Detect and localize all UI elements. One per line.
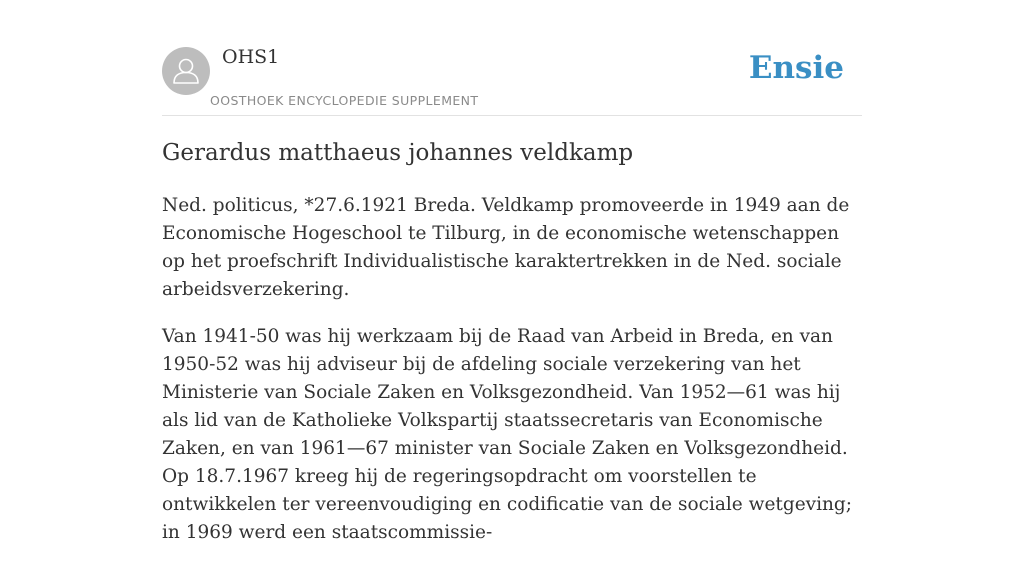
avatar[interactable] [162, 47, 210, 95]
article-header [162, 0, 862, 116]
brand-logo[interactable]: Ensie [748, 50, 844, 86]
user-silhouette-icon [162, 47, 210, 95]
article-title: Gerardus matthaeus johannes veldkamp [162, 140, 634, 166]
article-page [162, 0, 862, 543]
article-paragraph-2: Van 1941-50 was hij werkzaam bij de Raad van Arbeid in Breda, en van 1950-52 was hij adviseur bij de afdeling sociale verzekering van het Ministerie van Sociale Zaken en Volksgezondheid. Van 1952—61 was hij als lid van de Katholieke Volkspartij staatssecretaris van Economische Zaken, en van 1961—67 minister van Sociale Zaken en Volksgezondheid. Op 18.7.1967 kreeg hij de regeringsopdracht om voorstellen te ontwikkelen ter vereenvoudiging en codificatie van de sociale wetgeving; in 1969 werd een staatscommissie- [162, 326, 853, 543]
author-name[interactable]: OHS1 [222, 46, 280, 68]
source-name[interactable]: OOSTHOEK ENCYCLOPEDIE SUPPLEMENT [210, 93, 479, 108]
article-paragraph-1: Ned. politicus, *27.6.1921 Breda. Veldkamp promoveerde in 1949 aan de Economische Hogeschool te Tilburg, in de economische wetenschappen op het proefschrift Individualistische karaktertrekken in de Ned. sociale arbeidsverzekering. [162, 195, 850, 300]
article-body [162, 192, 864, 566]
